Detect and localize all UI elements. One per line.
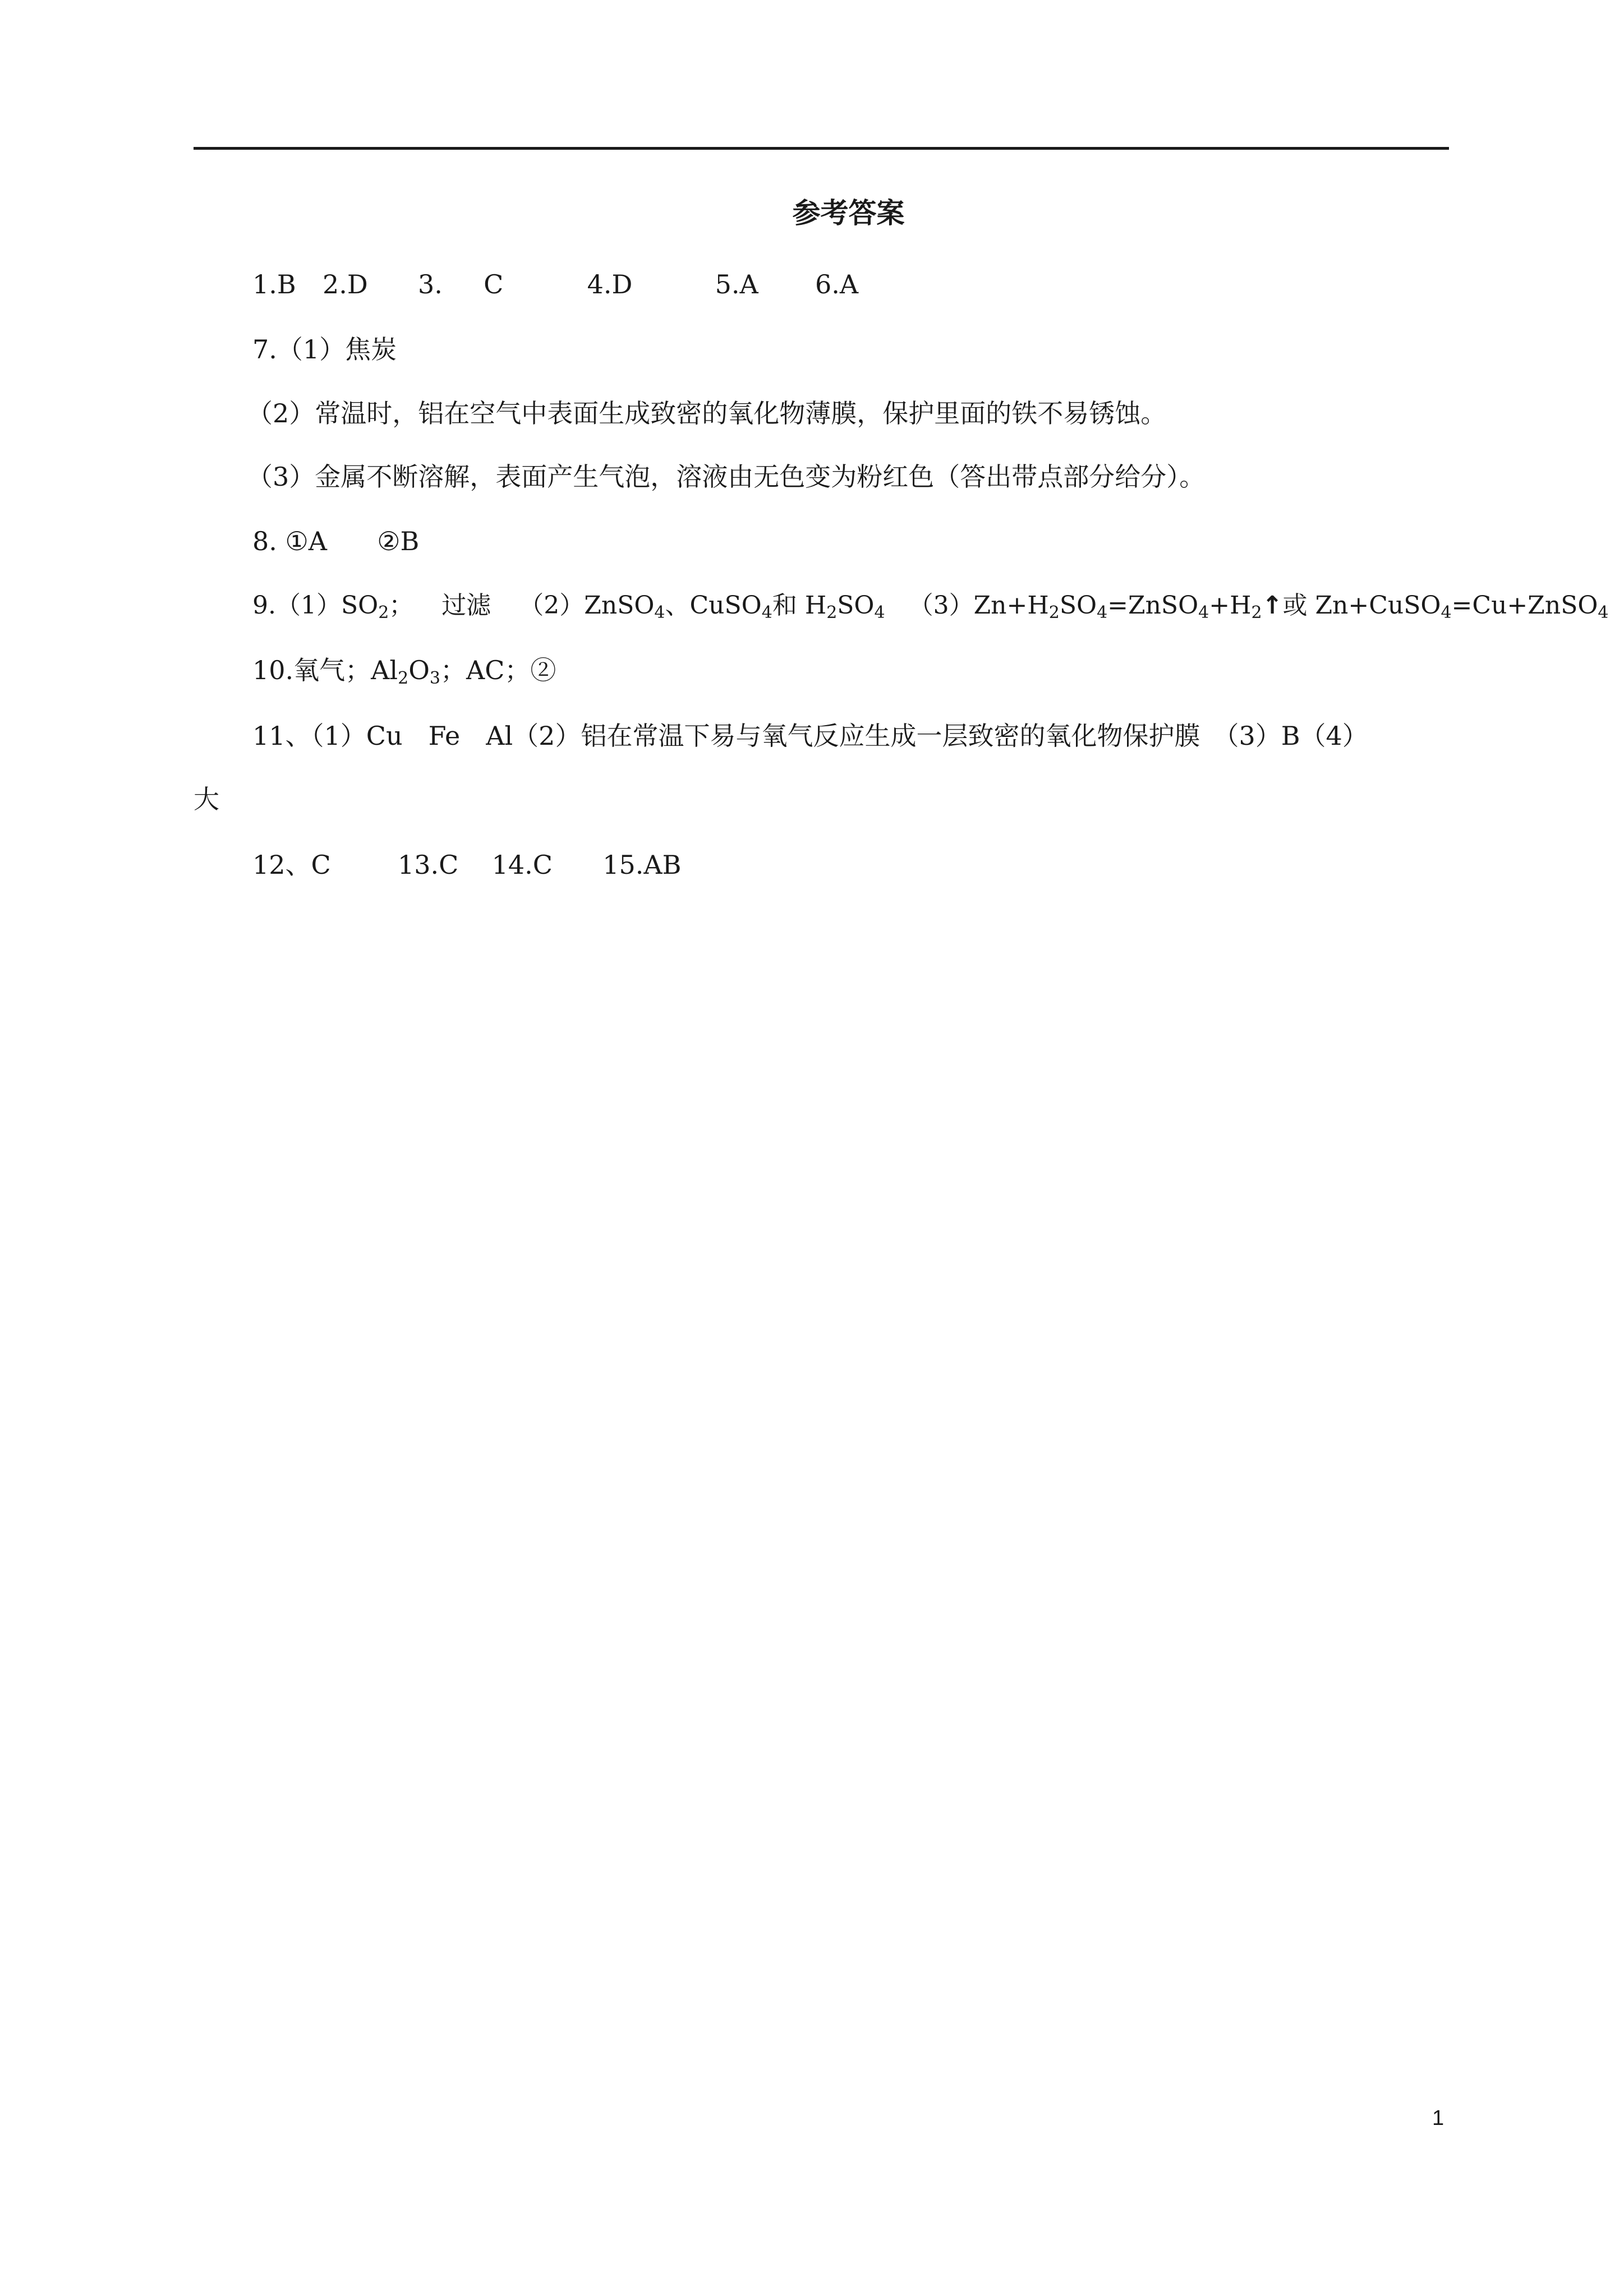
q8-choice-1: ①A — [285, 526, 327, 556]
q11-line2: 大 — [194, 784, 219, 814]
answer-3-value: C — [484, 269, 504, 299]
answers-1-6 — [252, 262, 858, 307]
answer-1: 1.B — [252, 269, 296, 299]
q10-answer: 10.氧气；$Al_2O_3$；AC；② — [252, 655, 556, 688]
answer-12: 12、C — [252, 850, 331, 880]
answer-6: 6.A — [815, 269, 859, 299]
q8-label: 8. — [252, 526, 277, 556]
header-rule — [194, 147, 1449, 150]
answer-3: 3. — [417, 269, 443, 299]
answer-2: 2.D — [322, 269, 368, 299]
q7-part2: （2）常温时，铝在空气中表面生成致密的氧化物薄膜，保护里面的铁不易锈蚀。 — [247, 398, 1167, 428]
gas-arrow-icon: ↑ — [1262, 591, 1283, 620]
answer-13: 13.C — [397, 850, 459, 880]
q8-answer — [252, 519, 419, 564]
q7-part3: （3）金属不断溶解，表面产生气泡，溶液由无色变为粉红色（答出带点部分给分）。 — [247, 462, 1206, 492]
page-title: 参考答案 — [792, 197, 905, 229]
q11-line1: 11、（1）Cu Fe Al（2）铝在常温下易与氧气反应生成一层致密的氧化物保护膜 （3）B（4） — [252, 721, 1368, 751]
page-number: 1 — [1432, 2106, 1444, 2130]
answer-4: 4.D — [587, 269, 633, 299]
q9-filter: 过滤 — [441, 591, 491, 620]
answer-14: 14.C — [491, 850, 553, 880]
q8-choice-2: ②B — [377, 526, 420, 556]
answers-12-15 — [252, 842, 681, 887]
q7-part1: 7.（1）焦炭 — [252, 334, 397, 365]
q9-answer: $9.(1)SO_2$； 过滤 （2）ZnSO$_4$、CuSO$_4$和 $H_2SO_4$ $(3)Zn+H_2SO_4=ZnSO_4+H_2↑$或 Zn+CuSO$_4$=Cu+ZnSO$_4$ — [252, 591, 1609, 623]
answer-15: 15.AB — [602, 850, 682, 880]
answer-5: 5.A — [715, 269, 758, 299]
